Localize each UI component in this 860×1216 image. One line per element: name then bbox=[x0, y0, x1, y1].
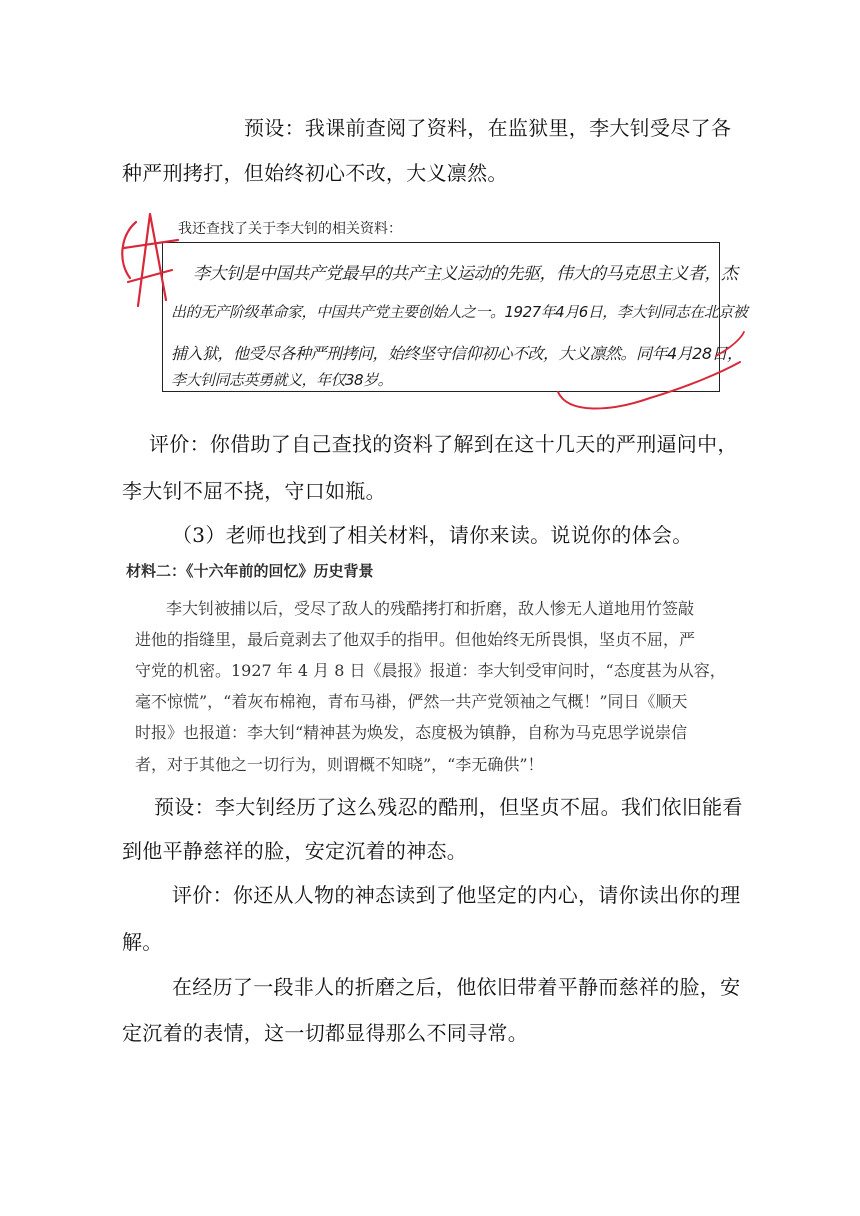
handwritten-header: 我还查找了关于李大钊的相关资料： bbox=[178, 221, 402, 237]
handwritten-line: 李大钊同志英勇就义，年仅38岁。 bbox=[171, 371, 393, 389]
material-2-title: 材料二：《十六年前的回忆》历史背景 bbox=[126, 562, 374, 580]
handwritten-line: 捕入狱，他受尽各种严刑拷问，始终坚守信仰初心不改，大义凛然。同年4月28日， bbox=[171, 344, 743, 363]
task-3-prompt: （3）老师也找到了相关材料，请你来读。说说你的体会。 bbox=[172, 523, 693, 547]
handwritten-line: 出的无产阶级革命家，中国共产党主要创始人之一。1927年4月6日，李大钊同志在北京被 bbox=[171, 303, 748, 321]
closing-line-2: 定沉着的表情，这一切都显得那么不同寻常。 bbox=[122, 1021, 528, 1045]
preset-2-line-1: 预设：李大钊经历了这么残忍的酷刑，但坚贞不屈。我们依旧能看 bbox=[154, 795, 743, 819]
evaluation-1-line-1: 评价：你借助了自己查找的资料了解到在这十几天的严刑逼问中， bbox=[149, 432, 738, 456]
handwritten-line: 李大钊是中国共产党最早的共产主义运动的先驱，伟大的马克思主义者，杰 bbox=[193, 264, 738, 284]
material-2-line: 毫不惊慌”，“着灰布棉袍，青布马褂，俨然一共产党领袖之气概！”同日《顺天 bbox=[135, 692, 688, 711]
material-2-line: 李大钊被捕以后，受尽了敌人的残酷拷打和折磨，敌人惨无人道地用竹签敲 bbox=[166, 599, 695, 618]
evaluation-2-line-1: 评价：你还从人物的神态读到了他坚定的内心，请你读出你的理 bbox=[172, 883, 741, 907]
material-2-line: 时报》也报道：李大钊“精神甚为焕发，态度极为镇静，自称为马克思学说崇信 bbox=[135, 723, 688, 742]
material-2-line: 进他的指缝里，最后竟剥去了他双手的指甲。但他始终无所畏惧，坚贞不屈，严 bbox=[135, 630, 696, 649]
handwritten-notes-box bbox=[162, 242, 748, 392]
preset-1-line-2: 种严刑拷打，但始终初心不改，大义凛然。 bbox=[122, 161, 508, 185]
evaluation-2-line-2: 解。 bbox=[122, 930, 163, 954]
evaluation-1-line-2: 李大钊不屈不挠，守口如瓶。 bbox=[122, 479, 386, 503]
preset-2-line-2: 到他平静慈祥的脸，安定沉着的神态。 bbox=[122, 839, 468, 863]
material-2-line: 者，对于其他之一切行为，则谓概不知晓”，“李无确供”！ bbox=[135, 755, 544, 774]
closing-line-1: 在经历了一段非人的折磨之后，他依旧带着平静而慈祥的脸，安 bbox=[172, 975, 741, 999]
material-2-line: 守党的机密。1927 年 4 月 8 日《晨报》报道：李大钊受审问时，“态度甚为从容， bbox=[135, 661, 726, 680]
preset-1-line-1: 预设：我课前查阅了资料，在监狱里，李大钊受尽了各 bbox=[244, 116, 732, 140]
